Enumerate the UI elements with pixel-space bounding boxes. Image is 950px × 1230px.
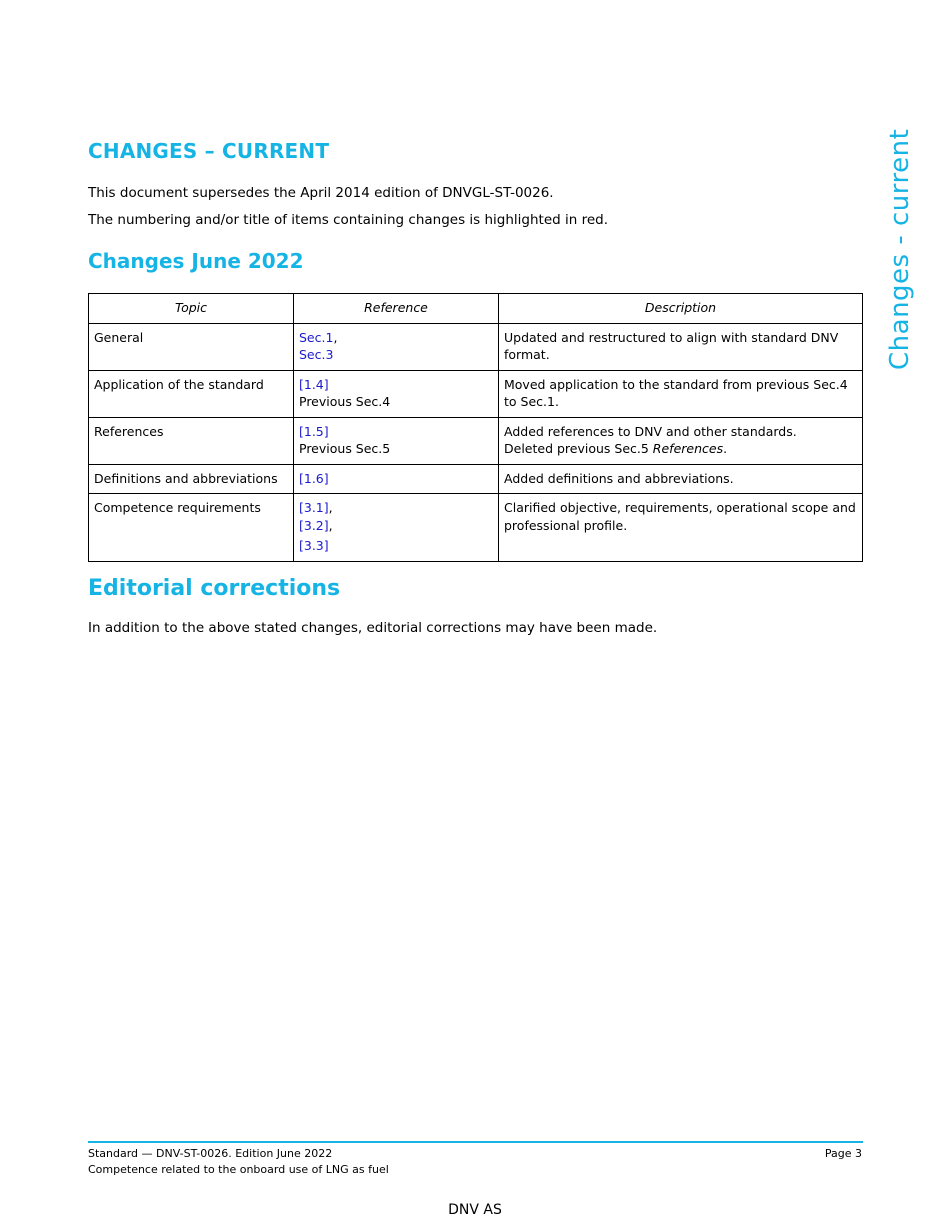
footer-standard-line: Standard — DNV-ST-0026. Edition June 2022	[88, 1147, 333, 1160]
reference-link[interactable]: Sec.3	[299, 347, 334, 362]
cell-topic: Definitions and abbreviations	[89, 464, 294, 494]
reference-link[interactable]: [3.3]	[299, 538, 329, 553]
header-topic: Topic	[89, 294, 294, 324]
editorial-text: In addition to the above stated changes, editorial corrections may have been made.	[88, 620, 658, 636]
editorial-heading: Editorial corrections	[88, 576, 341, 601]
reference-note: Previous Sec.5	[299, 441, 391, 456]
cell-reference	[294, 370, 499, 417]
side-tab-label: Changes - current	[885, 128, 915, 370]
cell-description: Moved application to the standard from previous Sec.4 to Sec.1.	[499, 370, 863, 417]
cell-description	[499, 417, 863, 464]
changes-table	[88, 293, 863, 562]
cell-topic: General	[89, 323, 294, 370]
intro-line-supersedes: This document supersedes the April 2014 edition of DNVGL-ST-0026.	[88, 185, 554, 201]
intro-paragraphs	[88, 180, 608, 234]
reference-link[interactable]: [3.1]	[299, 500, 329, 515]
intro-line-highlight: The numbering and/or title of items containing changes is highlighted in red.	[88, 212, 609, 228]
table-header-row	[89, 294, 863, 324]
header-description: Description	[499, 294, 863, 324]
changes-heading: Changes June 2022	[88, 249, 304, 273]
cell-topic: Competence requirements	[89, 494, 294, 562]
reference-note: Previous Sec.4	[299, 394, 391, 409]
footer-divider	[88, 1141, 863, 1143]
cell-reference	[294, 417, 499, 464]
description-line: Added references to DNV and other standards.	[504, 423, 797, 439]
description-text: Deleted previous Sec.5	[504, 441, 653, 456]
reference-link[interactable]: [1.5]	[299, 423, 329, 439]
description-period: .	[723, 441, 728, 456]
cell-reference: Sec.1, Sec.3	[294, 323, 499, 370]
description-line	[504, 440, 857, 458]
table-row	[89, 494, 863, 562]
header-reference: Reference	[294, 294, 499, 324]
table-row	[89, 417, 863, 464]
cell-topic: References	[89, 417, 294, 464]
cell-topic: Application of the standard	[89, 370, 294, 417]
reference-link[interactable]: [1.6]	[299, 470, 329, 486]
description-emphasis: References	[652, 441, 724, 456]
reference-link[interactable]: Sec.1	[299, 329, 334, 345]
page-number: Page 3	[824, 1147, 862, 1160]
footer-subtitle-line: Competence related to the onboard use of LNG as fuel	[88, 1163, 389, 1176]
cell-reference	[294, 464, 499, 494]
cell-description: Updated and restructured to align with standard DNV format.	[499, 323, 863, 370]
footer-info	[88, 1146, 389, 1178]
company-name: DNV AS	[448, 1202, 502, 1218]
table-row	[89, 370, 863, 417]
cell-description: Added definitions and abbreviations.	[499, 464, 863, 494]
reference-link[interactable]: [1.4]	[299, 376, 329, 392]
page-title: CHANGES – CURRENT	[88, 139, 330, 163]
cell-description: Clarified objective, requirements, operational scope and professional profile.	[499, 494, 863, 562]
table-row	[89, 464, 863, 494]
cell-reference: [3.1], [3.2], [3.3]	[294, 494, 499, 562]
reference-link[interactable]: [3.2]	[299, 517, 329, 533]
table-row	[89, 323, 863, 370]
